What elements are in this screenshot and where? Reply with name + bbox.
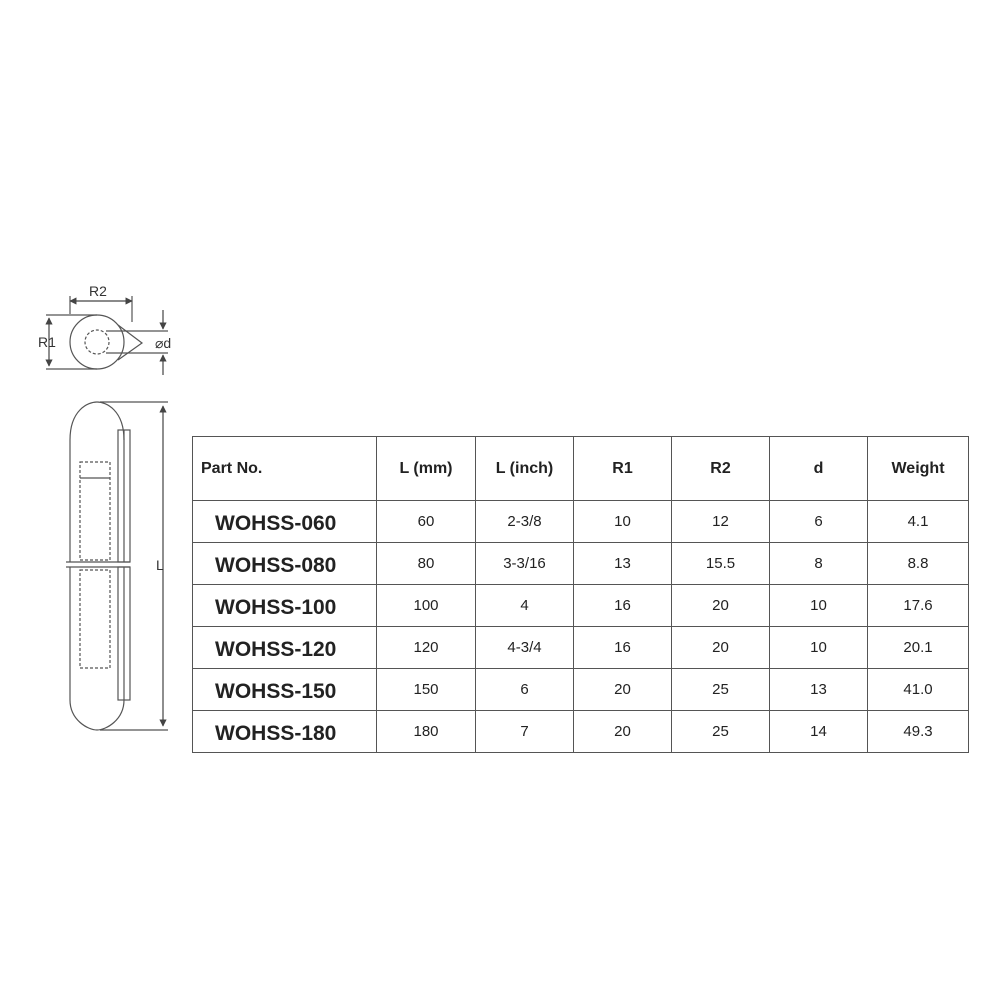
cell-weight: 20.1: [868, 627, 969, 669]
cell-l-inch: 4-3/4: [476, 627, 574, 669]
table-row: [193, 585, 969, 627]
dimension-label-l: L: [156, 557, 164, 573]
cell-weight: 41.0: [868, 669, 969, 711]
cell-r2: 12: [672, 501, 770, 543]
cell-d: 10: [770, 585, 868, 627]
header-part-no: Part No.: [193, 437, 377, 501]
cell-r1: 16: [574, 627, 672, 669]
cell-l-mm: 100: [377, 585, 476, 627]
cell-l-inch: 2-3/8: [476, 501, 574, 543]
header-d: d: [770, 437, 868, 501]
cell-r2: 25: [672, 711, 770, 753]
cell-r1: 10: [574, 501, 672, 543]
cell-l-mm: 80: [377, 543, 476, 585]
table-row: [193, 711, 969, 753]
header-r2: R2: [672, 437, 770, 501]
cell-l-inch: 7: [476, 711, 574, 753]
cell-part-no: WOHSS-060: [193, 501, 377, 543]
cell-part-no: WOHSS-100: [193, 585, 377, 627]
cell-l-mm: 180: [377, 711, 476, 753]
table-header-row: [193, 437, 969, 501]
cell-part-no: WOHSS-180: [193, 711, 377, 753]
table-row: [193, 543, 969, 585]
cell-weight: 8.8: [868, 543, 969, 585]
table-row: [193, 669, 969, 711]
cell-r1: 16: [574, 585, 672, 627]
header-l-inch: L (inch): [476, 437, 574, 501]
cell-l-inch: 4: [476, 585, 574, 627]
hinge-top-view: [46, 296, 168, 375]
cell-l-mm: 150: [377, 669, 476, 711]
header-r1: R1: [574, 437, 672, 501]
cell-d: 8: [770, 543, 868, 585]
cell-weight: 4.1: [868, 501, 969, 543]
cell-r2: 25: [672, 669, 770, 711]
cell-weight: 17.6: [868, 585, 969, 627]
dimension-label-d: ⌀d: [155, 335, 172, 351]
cell-d: 10: [770, 627, 868, 669]
cell-l-mm: 60: [377, 501, 476, 543]
cell-r1: 20: [574, 669, 672, 711]
cell-d: 14: [770, 711, 868, 753]
cell-d: 13: [770, 669, 868, 711]
table-row: [193, 627, 969, 669]
cell-r1: 20: [574, 711, 672, 753]
cell-l-mm: 120: [377, 627, 476, 669]
cell-part-no: WOHSS-150: [193, 669, 377, 711]
table-row: [193, 501, 969, 543]
cell-r1: 13: [574, 543, 672, 585]
cell-r2: 15.5: [672, 543, 770, 585]
cell-r2: 20: [672, 627, 770, 669]
dimension-label-r1: R1: [38, 334, 56, 350]
spec-table: [192, 436, 969, 753]
cell-weight: 49.3: [868, 711, 969, 753]
header-l-mm: L (mm): [377, 437, 476, 501]
cell-l-inch: 6: [476, 669, 574, 711]
cell-part-no: WOHSS-120: [193, 627, 377, 669]
cell-part-no: WOHSS-080: [193, 543, 377, 585]
cell-l-inch: 3-3/16: [476, 543, 574, 585]
cell-d: 6: [770, 501, 868, 543]
hinge-side-view: [66, 402, 168, 730]
dimension-label-r2: R2: [89, 283, 107, 299]
cell-r2: 20: [672, 585, 770, 627]
header-weight: Weight: [868, 437, 969, 501]
